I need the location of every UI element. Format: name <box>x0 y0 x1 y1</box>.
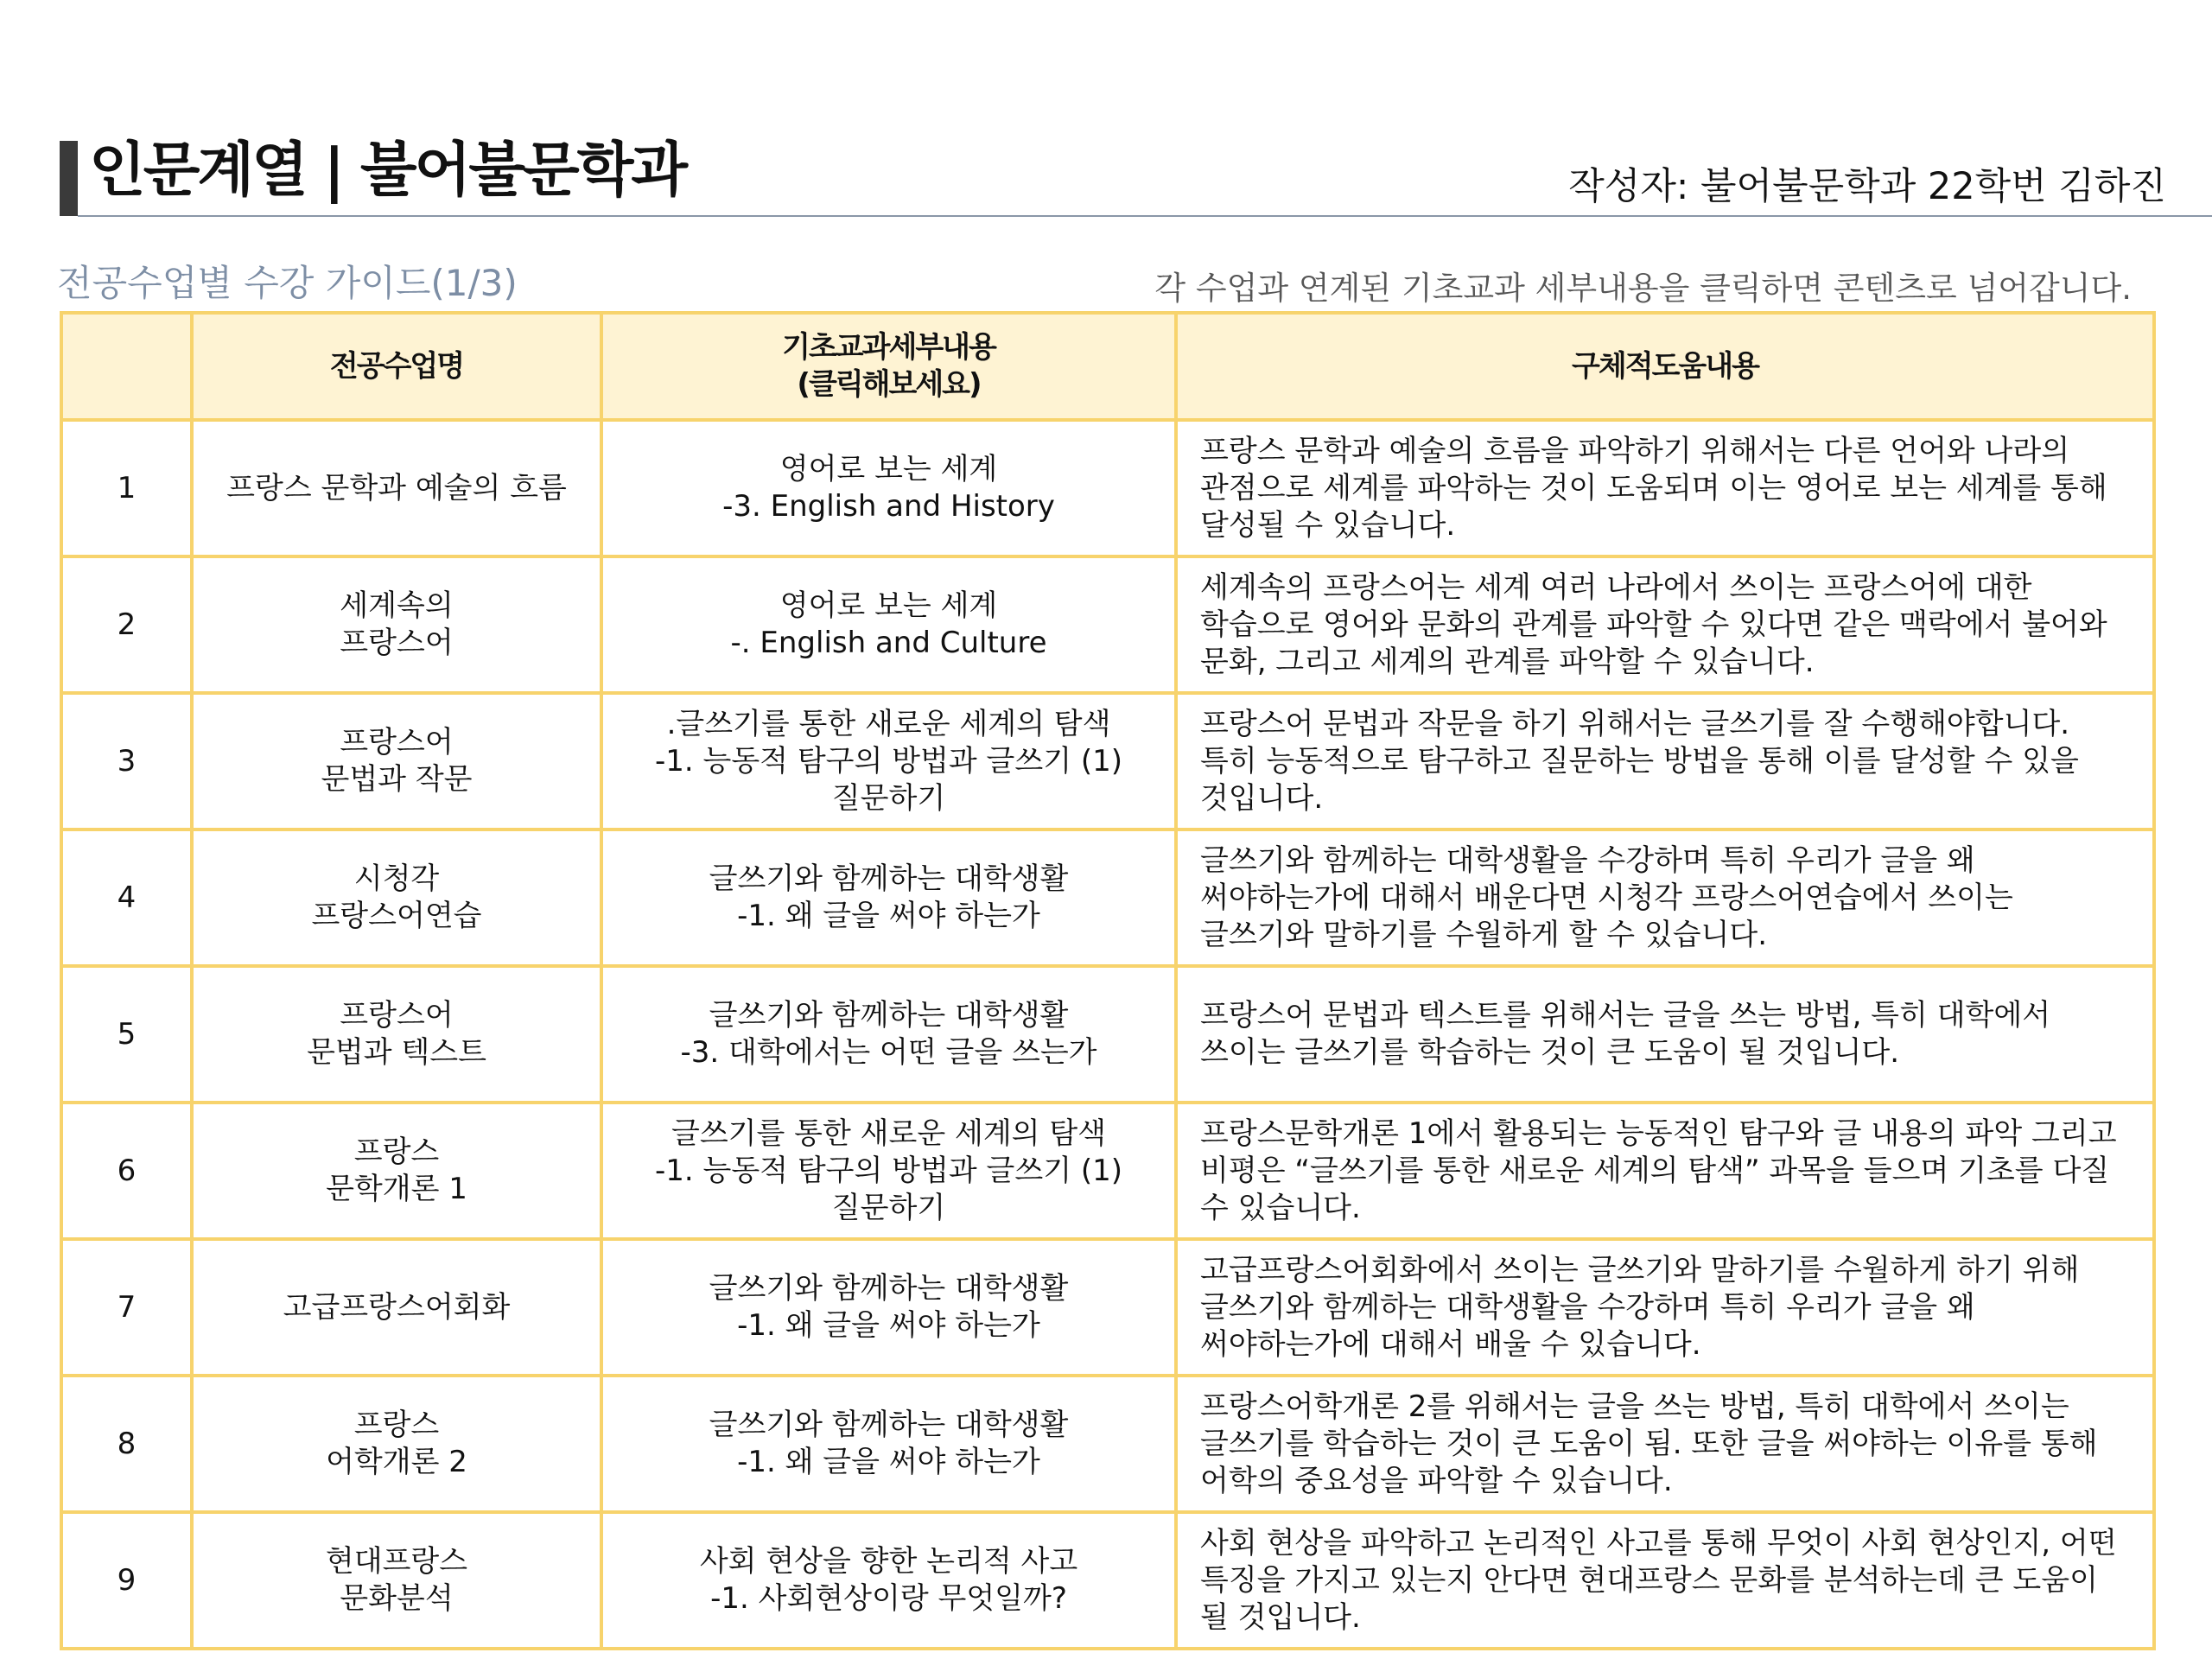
row-number: 7 <box>61 1239 192 1376</box>
help-detail: 글쓰기와 함께하는 대학생활을 수강하며 특히 우리가 글을 왜 써야하는가에 대해서 배운다면 시청각 프랑스어연습에서 쓰이는 글쓰기와 말하기를 수월하게 할 수 있습니다. <box>1176 830 2154 966</box>
help-detail: 프랑스어 문법과 작문을 하기 위해서는 글쓰기를 잘 수행해야합니다. 특히 능동적으로 탐구하고 질문하는 방법을 통해 이를 달성할 수 있을 것입니다. <box>1176 693 2154 830</box>
basic-subject: 글쓰기와 함께하는 대학생활 <box>709 998 1069 1033</box>
header-number <box>61 313 192 420</box>
basic-content-link[interactable] <box>601 1239 1176 1376</box>
course-name-line: 프랑스어 <box>340 998 454 1033</box>
page-title: 인문계열 | 불어불문학과 <box>89 137 686 205</box>
header-detail: 구체적도움내용 <box>1176 313 2154 420</box>
basic-subject: 글쓰기와 함께하는 대학생활 <box>709 861 1069 896</box>
table-row <box>61 420 2154 556</box>
table-row <box>61 1103 2154 1239</box>
table-header-row <box>61 313 2154 420</box>
course-name-line: 프랑스 <box>353 1135 440 1169</box>
row-number: 2 <box>61 556 192 693</box>
course-name-line: 현대프랑스 <box>325 1544 468 1579</box>
course-name-line: 문학개론 1 <box>326 1172 467 1206</box>
row-number: 9 <box>61 1512 192 1649</box>
basic-section: -1. 능동적 탐구의 방법과 글쓰기 (1) 질문하기 <box>654 743 1123 816</box>
basic-section: -1. 능동적 탐구의 방법과 글쓰기 (1) 질문하기 <box>654 1153 1123 1225</box>
course-name-line: 프랑스어연습 <box>311 899 482 933</box>
basic-section: -1. 왜 글을 써야 하는가 <box>737 1308 1040 1343</box>
course-name <box>192 1512 601 1649</box>
header-basic-content <box>601 313 1176 420</box>
help-detail: 프랑스문학개론 1에서 활용되는 능동적인 탐구와 글 내용의 파악 그리고 비평은 “글쓰기를 통한 새로운 세계의 탐색” 과목을 들으며 기초를 다질 수 있습니다. <box>1176 1103 2154 1239</box>
basic-content-link[interactable] <box>601 830 1176 966</box>
basic-subject: 사회 현상을 향한 논리적 사고 <box>699 1544 1078 1579</box>
row-number: 3 <box>61 693 192 830</box>
course-name <box>192 556 601 693</box>
course-name <box>192 966 601 1103</box>
course-name-line: 프랑스어 <box>340 725 454 760</box>
basic-content-link[interactable] <box>601 693 1176 830</box>
row-number: 6 <box>61 1103 192 1239</box>
table-row <box>61 1239 2154 1376</box>
table-row <box>61 1376 2154 1512</box>
basic-section: -3. 대학에서는 어떤 글을 쓰는가 <box>680 1035 1097 1070</box>
basic-content-link[interactable] <box>601 1376 1176 1512</box>
course-name-line: 어학개론 2 <box>326 1445 467 1479</box>
course-name <box>192 693 601 830</box>
header-basic-content-hint: (클릭해보세요) <box>797 367 981 402</box>
basic-subject: .글쓰기를 통한 새로운 세계의 탐색 <box>666 706 1111 741</box>
course-name <box>192 1239 601 1376</box>
basic-content-link[interactable] <box>601 1512 1176 1649</box>
course-name-line: 세계속의 <box>340 588 454 623</box>
title-accent-bar <box>60 141 78 216</box>
basic-subject: 영어로 보는 세계 <box>779 452 998 486</box>
table-row <box>61 556 2154 693</box>
table-row <box>61 966 2154 1103</box>
course-guide-table <box>60 311 2156 1650</box>
basic-section: -1. 사회현상이랑 무엇일까? <box>710 1581 1067 1616</box>
course-name-line: 프랑스어 <box>340 626 454 660</box>
basic-subject: 영어로 보는 세계 <box>779 588 998 623</box>
basic-section: -1. 왜 글을 써야 하는가 <box>737 1445 1040 1479</box>
basic-subject: 글쓰기를 통한 새로운 세계의 탐색 <box>671 1116 1107 1151</box>
course-name-line: 문법과 작문 <box>321 762 473 797</box>
help-detail: 프랑스어학개론 2를 위해서는 글을 쓰는 방법, 특히 대학에서 쓰이는 글쓰기를 학습하는 것이 큰 도움이 됨. 또한 글을 써야하는 이유를 통해 어학의 중요성을 파악할 수 있습니다. <box>1176 1376 2154 1512</box>
row-number: 8 <box>61 1376 192 1512</box>
basic-content-link[interactable] <box>601 556 1176 693</box>
row-number: 1 <box>61 420 192 556</box>
header-basic-content-label: 기초교과세부내용 <box>782 330 995 365</box>
help-detail: 세계속의 프랑스어는 세계 여러 나라에서 쓰이는 프랑스어에 대한 학습으로 영어와 문화의 관계를 파악할 수 있다면 같은 맥락에서 불어와 문화, 그리고 세계의 관계를 파악할 수 있습니다. <box>1176 556 2154 693</box>
course-name-line: 문법과 텍스트 <box>307 1035 486 1070</box>
course-name-line: 프랑스 문학과 예술의 흐름 <box>226 470 567 505</box>
course-name-line: 시청각 <box>353 861 440 896</box>
help-detail: 사회 현상을 파악하고 논리적인 사고를 통해 무엇이 사회 현상인지, 어떤 특징을 가지고 있는지 안다면 현대프랑스 문화를 분석하는데 큰 도움이 될 것입니다. <box>1176 1512 2154 1649</box>
table-row <box>61 830 2154 966</box>
help-detail: 고급프랑스어회화에서 쓰이는 글쓰기와 말하기를 수월하게 하기 위해 글쓰기와 함께하는 대학생활을 수강하며 특히 우리가 글을 왜 써야하는가에 대해서 배울 수 있습니다. <box>1176 1239 2154 1376</box>
section-subtitle: 전공수업별 수강 가이드(1/3) <box>57 262 518 304</box>
course-name-line: 고급프랑스어회화 <box>283 1289 511 1325</box>
course-name-line: 프랑스 <box>353 1408 440 1442</box>
course-name <box>192 420 601 556</box>
basic-content-link[interactable] <box>601 1103 1176 1239</box>
header-divider <box>78 215 2212 217</box>
help-detail: 프랑스어 문법과 텍스트를 위해서는 글을 쓰는 방법, 특히 대학에서 쓰이는 글쓰기를 학습하는 것이 큰 도움이 될 것입니다. <box>1176 966 2154 1103</box>
author-credit: 작성자: 불어불문학과 22학번 김하진 <box>1568 165 2166 208</box>
header-course-name: 전공수업명 <box>192 313 601 420</box>
basic-content-link[interactable] <box>601 420 1176 556</box>
basic-section: -. English and Culture <box>730 626 1047 660</box>
table-row <box>61 693 2154 830</box>
basic-subject: 글쓰기와 함께하는 대학생활 <box>709 1408 1069 1442</box>
basic-subject: 글쓰기와 함께하는 대학생활 <box>709 1271 1069 1306</box>
course-name <box>192 1376 601 1512</box>
row-number: 5 <box>61 966 192 1103</box>
row-number: 4 <box>61 830 192 966</box>
instruction-note: 각 수업과 연계된 기초교과 세부내용을 클릭하면 콘텐츠로 넘어갑니다. <box>1154 270 2132 307</box>
course-name <box>192 1103 601 1239</box>
help-detail: 프랑스 문학과 예술의 흐름을 파악하기 위해서는 다른 언어와 나라의 관점으로 세계를 파악하는 것이 도움되며 이는 영어로 보는 세계를 통해 달성될 수 있습니다. <box>1176 420 2154 556</box>
basic-section: -1. 왜 글을 써야 하는가 <box>737 899 1040 933</box>
table-row <box>61 1512 2154 1649</box>
course-name <box>192 830 601 966</box>
basic-content-link[interactable] <box>601 966 1176 1103</box>
basic-section: -3. English and History <box>722 489 1055 524</box>
course-name-line: 문화분석 <box>340 1581 454 1616</box>
